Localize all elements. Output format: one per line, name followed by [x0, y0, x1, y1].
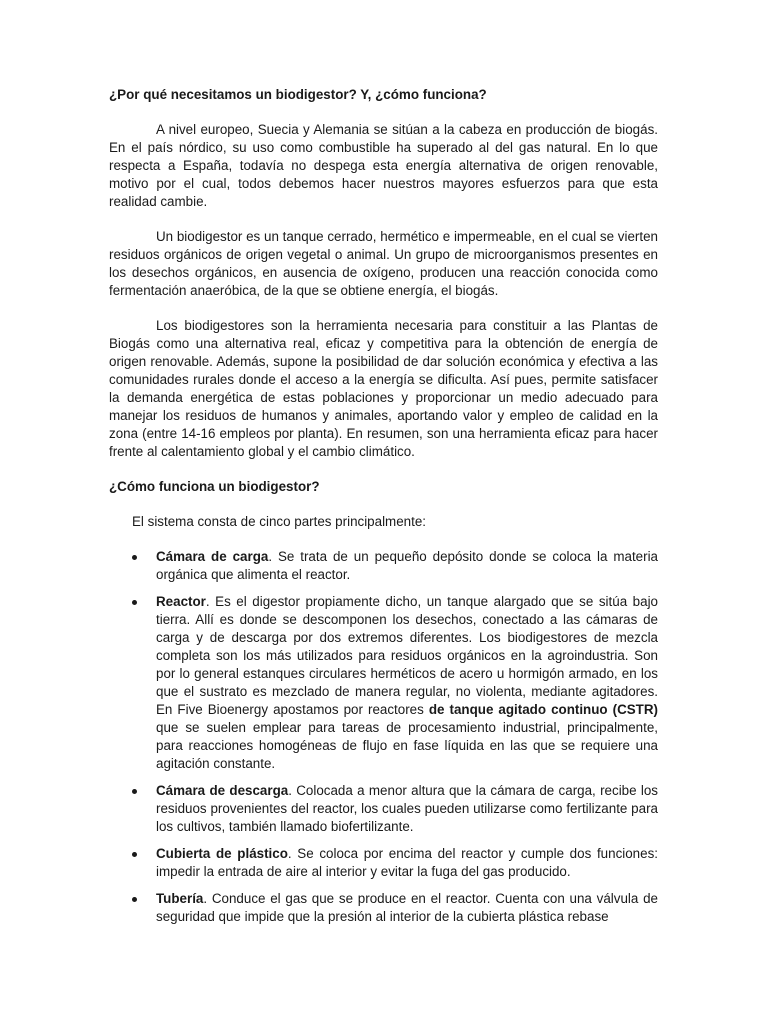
list-item-tuberia [109, 890, 658, 926]
list-item-emphasis: de tanque agitado continuo (CSTR) [428, 702, 658, 717]
list-item-text: . Se trata de un pequeño depósito donde se coloca la materia orgánica que alimenta el reactor. [156, 549, 658, 582]
document-page [109, 82, 658, 935]
list-item-camara-descarga [109, 782, 658, 836]
paragraph-europe: A nivel europeo, Suecia y Alemania se sitúan a la cabeza en producción de biogás. En el país nórdico, su uso como combustible ha superado al del gas natural. En lo que respecta a España, todavía no despega esta energía alternativa de origen renovable, motivo por el cual, todos debemos hacer nuestros mayores esfuerzos para que esta realidad cambie. [109, 122, 658, 209]
list-item-text: . Colocada a menor altura que la cámara de carga, recibe los residuos provenientes del reactor, los cuales pueden utilizarse como fertilizante para los cultivos, también llamado biofertilizante. [156, 783, 658, 834]
heading-how-it-works: ¿Cómo funciona un biodigestor? [109, 479, 320, 494]
list-item-reactor [109, 593, 658, 773]
list-item-text: . Es el digestor propiamente dicho, un tanque alargado que se sitúa bajo tierra. Allí es donde se descomponen los desechos, conectado a las cámaras de carga y de descarga por dos extremos diferentes. Los biodigestores de mezcla completa son los más utilizados para residuos orgánicos en la agroindustria. Son por lo general estanques circulares herméticos de acero u hormigón armado, en los que el sustrato es mezclado de manera regular, no violenta, mediante agitadores. En Five Bioenergy apostamos por reactores [156, 594, 658, 717]
paragraph-definition: Un biodigestor es un tanque cerrado, hermético e impermeable, en el cual se vierten residuos orgánicos de origen vegetal o animal. Un grupo de microorganismos presentes en los desechos orgánicos, en ausencia de oxígeno, producen una reacción conocida como fermentación anaeróbica, de la que se obtiene energía, el biogás. [109, 229, 658, 298]
parts-lead: El sistema consta de cinco partes principalmente: [132, 514, 426, 529]
list-item-title: Cámara de carga [156, 549, 269, 564]
list-item-text-after: que se suelen emplear para tareas de procesamiento industrial, principalmente, para reacciones homogéneas de flujo en fase líquida en las que se requiere una agitación constante. [156, 720, 658, 771]
bullet-icon [132, 789, 137, 794]
list-item-text: . Conduce el gas que se produce en el reactor. Cuenta con una válvula de seguridad que impide que la presión al interior de la cubierta plástica rebase [156, 891, 658, 924]
heading-why-biodigester: ¿Por qué necesitamos un biodigestor? Y, ¿cómo funciona? [109, 87, 487, 102]
list-item-cubierta [109, 845, 658, 881]
list-item-title: Tubería [156, 891, 204, 906]
parts-list [109, 548, 658, 926]
list-item-text: . Se coloca por encima del reactor y cumple dos funciones: impedir la entrada de aire al interior y evitar la fuga del gas producido. [156, 846, 658, 879]
list-item-camara-carga [109, 548, 658, 584]
bullet-icon [132, 852, 137, 857]
list-item-title: Cubierta de plástico [156, 846, 288, 861]
list-item-title: Reactor [156, 594, 206, 609]
bullet-icon [132, 897, 137, 902]
list-item-title: Cámara de descarga [156, 783, 289, 798]
bullet-icon [132, 555, 137, 560]
paragraph-benefits: Los biodigestores son la herramienta necesaria para constituir a las Plantas de Biogás como una alternativa real, eficaz y competitiva para la obtención de energía de origen renovable. Además, supone la posibilidad de dar solución económica y efectiva a las comunidades rurales donde el acceso a la energía se dificulta. Así pues, permite satisfacer la demanda energética de estas poblaciones y proporcionar un medio adecuado para manejar los residuos de humanos y animales, aportando valor y empleo de calidad en la zona (entre 14-16 empleos por planta). En resumen, son una herramienta eficaz para hacer frente al calentamiento global y el cambio climático. [109, 318, 658, 459]
bullet-icon [132, 600, 137, 605]
